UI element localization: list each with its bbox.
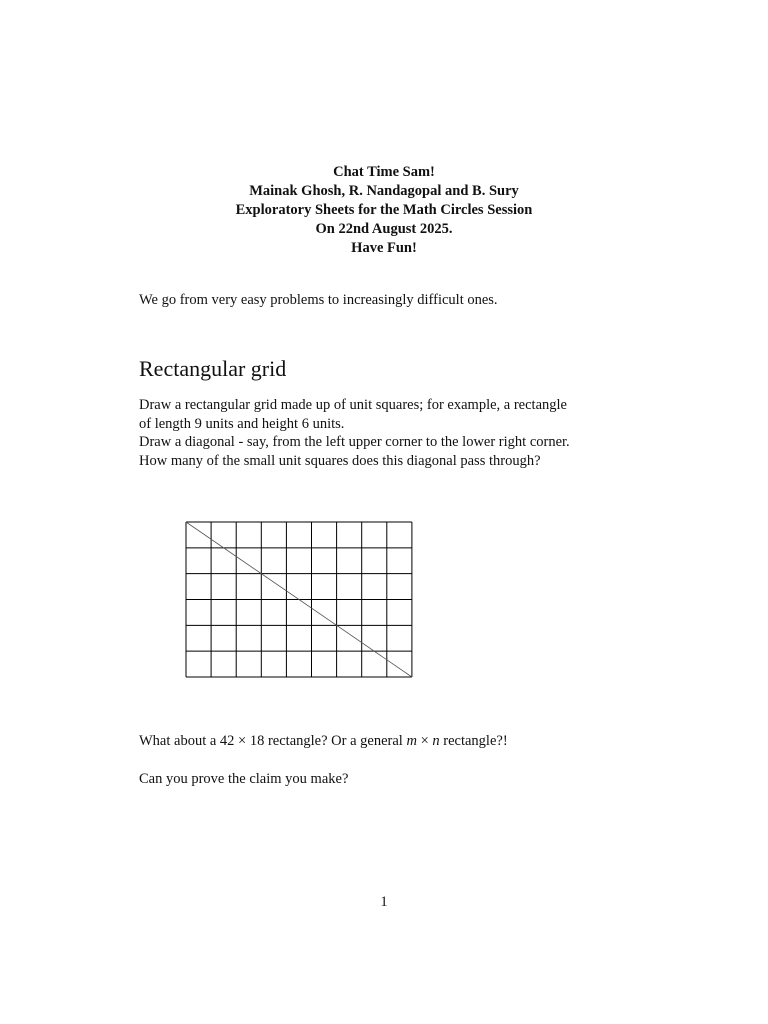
paragraph-line: Draw a diagonal - say, from the left upper corner to the lower right corner.	[139, 434, 570, 450]
rectangular-grid-figure	[185, 521, 413, 679]
question-text-part: rectangle?!	[439, 733, 508, 749]
section-title: Rectangular grid	[139, 356, 287, 381]
header-date: On 22nd August 2025.	[315, 221, 453, 237]
section-paragraph	[139, 396, 639, 470]
math-variable-n: n	[432, 733, 440, 749]
paragraph-line: How many of the small unit squares does this diagonal pass through?	[139, 452, 541, 469]
header-authors: Mainak Ghosh, R. Nandagopal and B. Sury	[249, 183, 519, 199]
paragraph-line: Draw a rectangular grid made up of unit squares; for example, a rectangle	[139, 397, 567, 413]
header-title: Chat Time Sam!	[333, 164, 435, 180]
question-prove-claim: Can you prove the claim you make?	[139, 771, 349, 787]
header-subtitle: Exploratory Sheets for the Math Circles Session	[235, 202, 533, 218]
paragraph-line: of length 9 units and height 6 units.	[139, 415, 345, 432]
question-general-rectangle	[139, 732, 508, 751]
header-tagline: Have Fun!	[351, 240, 417, 256]
math-times: ×	[416, 733, 433, 749]
page-number: 1	[380, 894, 388, 910]
question-text-part: What about a 42 × 18 rectangle? Or a general	[139, 733, 407, 749]
document-header	[0, 163, 768, 258]
math-variable-m: m	[406, 733, 417, 749]
intro-paragraph: We go from very easy problems to increasingly difficult ones.	[139, 292, 498, 308]
